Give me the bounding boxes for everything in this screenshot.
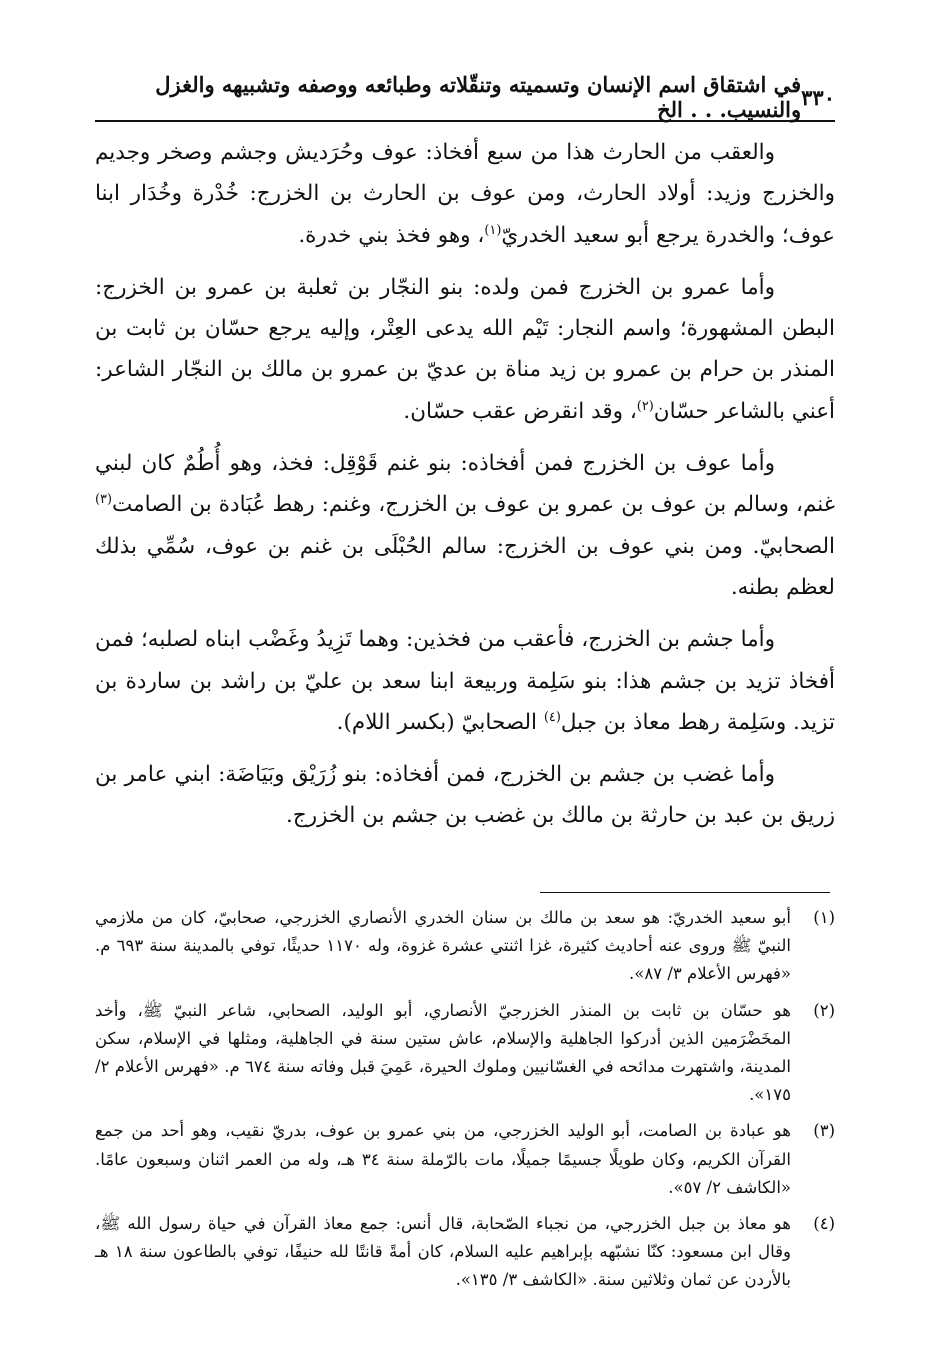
footnote-ref-4[interactable]: (٤) <box>543 709 561 725</box>
footnote-rule <box>540 892 830 893</box>
footnote-number: (١) <box>813 908 835 927</box>
footnote-3 <box>95 1117 835 1202</box>
footnote-text: أبو سعيد الخدريّ: هو سعد بن مالك بن سنان الخدري الأنصاري الخزرجي، صحابيّ، كان من ملازمي النبيّ ﷺ وروى عنه أحاديث كثيرة، غزا اثنتي عشرة غزوة، وله ١١٧٠ حديثًا، توفي بالمدينة سنة ٦٩٣ م. «فهرس الأعلام ٣/ ٨٧». <box>95 908 791 984</box>
footnote-1 <box>95 904 835 989</box>
header-rule <box>95 120 835 122</box>
paragraph-2: وأما عمرو بن الخزرج فمن ولده: بنو النجّار بن ثعلبة بن عمرو بن الخزرج: البطن المشهورة؛ واسم النجار: تَيْم الله يدعى العِتْر، وإليه يرجع حسّان بن ثابت بن المنذر بن حرام بن عمرو بن زيد مناة بن عديّ بن عمرو بن مالك بن النجّار الشاعر: أعني بالشاعر حسّان$^{(٢)}$، وقد انقرض عقب حسّان. <box>95 274 835 424</box>
page-number: ٣٣٠ <box>801 84 835 110</box>
footnotes <box>95 904 835 1303</box>
footnote-2 <box>95 997 835 1110</box>
paragraph-5: وأما غضب بن جشم بن الخزرج، فمن أفخاذه: بنو زُرَيْق وبَيَاضَة: ابني عامر بن زريق بن عبد بن حارثة بن مالك بن غضب بن جشم بن الخزرج. <box>95 762 835 829</box>
footnote-text: هو عبادة بن الصامت، أبو الوليد الخزرجي، من بني عمرو بن عوف، بدريّ نقيب، وهو أحد من جمع القرآن الكريم، وكان طويلًا جسيمًا جميلًا، مات بالرّملة سنة ٣٤ هـ، وله من العمر اثنان وسبعون عامًا. «الكاشف ٢/ ٥٧». <box>95 1121 792 1197</box>
paragraph-1: والعقب من الحارث هذا من سبع أفخاذ: عوف وحُرَديش وجشم وصخر وجديم والخزرج وزيد: أولاد الحارث، ومن عوف بن الحارث بن الخزرج: خُدْرة وخُدَار ابنا عوف؛ والخدرة يرجع أبو سعيد الخدريّ$^{(١)}$، وهو فخذ بني خدرة. <box>95 140 835 248</box>
page-header <box>95 72 835 122</box>
footnote-number: (٢) <box>813 1000 835 1020</box>
footnote-4 <box>95 1210 835 1295</box>
main-text <box>95 132 835 848</box>
paragraph-3: وأما عوف بن الخزرج فمن أفخاذه: بنو غنم قَوْقِل: فخذ، وهو أُطُمٌ كان لبني غنم، وسالم بن عوف بن عمرو بن عوف بن الخزرج، وغنم: رهط عُبَادة بن الصامت$^{(٣)}$ الصحابيّ. ومن بني عوف بن الخزرج: سالم الحُبْلَى بن غنم بن عوف، سُمِّي بذلك لعظم بطنه. <box>95 451 835 600</box>
footnote-number: (٣) <box>813 1121 835 1141</box>
paragraph-4: وأما جشم بن الخزرج، فأعقب من فخذين: وهما تَزِيدُ وغَضْب ابناه لصلبه؛ فمن أفخاذ تزيد بن جشم هذا: بنو سَلِمة وربيعة ابنا سعد بن عليّ بن راشد بن ساردة بن تزيد. وسَلِمة رهط معاذ بن جبل$^{(٤)}$ الصحابيّ (بكسر اللام). <box>95 627 835 735</box>
footnote-ref-1[interactable]: (١) <box>484 222 502 238</box>
footnote-text: هو حسّان بن ثابت بن المنذر الخزرجيّ الأنصاري، أبو الوليد، الصحابي، شاعر النبيّ ﷺ، وأخد المخَضْرَمين الذين أدركوا الجاهلية والإسلام، عاش ستين سنة في الجاهلية، ومثلها في الإسلام، سكن المدينة، واشتهرت مدائحه في الغسّانيين وملوك الحيرة، عَمِيَ قبل وفاته سنة ٦٧٤ م. «فهرس الأعلام ٢/ ١٧٥». <box>95 1000 791 1105</box>
footnote-ref-3[interactable]: (٣) <box>95 492 112 508</box>
footnote-ref-2[interactable]: (٢) <box>636 398 654 414</box>
running-title: في اشتقاق اسم الإنسان وتسميته وتنقّلاته وطبائعه ووصفه وتشبيهه والغزل والنسيب. . . الخ <box>155 72 802 122</box>
footnote-number: (٤) <box>813 1214 835 1234</box>
footnote-text: هو معاذ بن جبل الخزرجي، من نجباء الصّحابة، قال أنس: جمع معاذ القرآن في حياة رسول الله ﷺ، وقال ابن مسعود: كنّا نشبّهه بإبراهيم عليه السلام، كان أمةً قانتًا لله حنيفًا، توفي بالطاعون سنة ١٨ هـ بالأردن عن ثمان وثلاثين سنة. «الكاشف ٣/ ١٣٥». <box>95 1214 792 1290</box>
